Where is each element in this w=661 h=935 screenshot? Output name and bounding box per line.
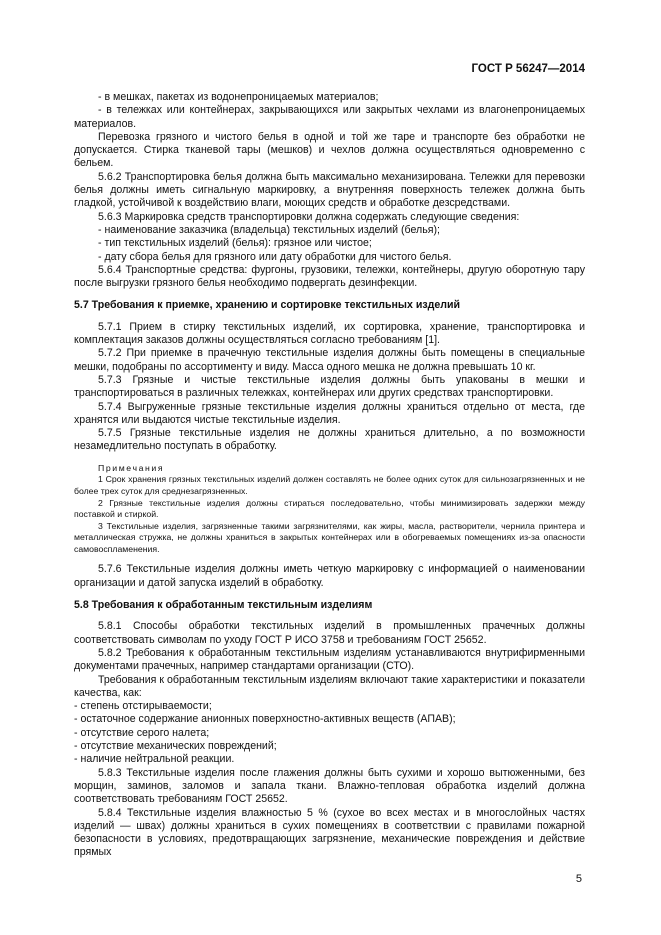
paragraph: 5.6.2 Транспортировка белья должна быть максимально механизирована. Тележки для перевозки белья должны иметь сигнальную маркировку, а внутренняя поверхность тележек должна быть гладкой, устойчивой к воздействию влаги, моющих средств и обработке дезсредствами.	[74, 170, 585, 210]
list-item: - наименование заказчика (владельца) текстильных изделий (белья);	[98, 223, 440, 236]
document-code: ГОСТ Р 56247—2014	[471, 63, 585, 75]
paragraph: 5.8.2 Требования к обработанным текстильным изделиям устанавливаются внутрифирменными документами прачечных, например стандартами организации (СТО).	[74, 646, 585, 673]
notes-title: Примечания	[98, 462, 165, 473]
list-item: - в мешках, пакетах из водонепроницаемых материалов;	[98, 91, 379, 103]
list-item: - отсутствие серого налета;	[74, 726, 210, 739]
note-item: 3 Текстильные изделия, загрязненные такими загрязнителями, как жиры, масла, растворители, чернила принтера и металлическая стружка, не должны храниться в закрытых контейнерах или в обогреваемых помещениях из-за опасности самовоспламенения.	[74, 520, 585, 554]
paragraph: 5.7.4 Выгруженные грязные текстильные изделия должны храниться отдельно от места, где хранятся или выдаются чистые текстильные изделия.	[74, 400, 585, 426]
paragraph: 5.8.1 Способы обработки текстильных изделий в промышленных прачечных должны соответствовать символам по уходу ГОСТ Р ИСО 3758 и требованиям ГОСТ 25652.	[74, 620, 585, 646]
section-heading-5-8: 5.8 Требования к обработанным текстильным изделиям	[74, 599, 373, 612]
page-number: 5	[575, 873, 582, 885]
section-heading-5-7: 5.7 Требования к приемке, хранению и сортировке текстильных изделий	[74, 299, 460, 312]
paragraph: 5.6.3 Маркировка средств транспортировки должна содержать следующие сведения:	[98, 210, 520, 223]
paragraph: Требования к обработанным текстильным изделиям включают такие характеристики и показатели качества, как:	[74, 673, 585, 699]
list-item: - отсутствие механических повреждений;	[74, 740, 277, 753]
page-body	[74, 91, 585, 860]
list-item: - степень отстирываемости;	[74, 700, 212, 713]
list-item: - в тележках или контейнерах, закрывающихся или закрытых чехлами из влагонепроницаемых материалов.	[74, 104, 585, 130]
note-item: 1 Срок хранения грязных текстильных изделий должен составлять не более одних суток для сильнозагрязненных и не более трех суток для среднезагрязненных.	[74, 474, 585, 496]
paragraph: 5.7.1 Прием в стирку текстильных изделий, их сортировка, хранение, транспортировка и комплектация заказов должны осуществляться согласно требованиям [1].	[74, 320, 585, 347]
paragraph: 5.7.2 При приемке в прачечную текстильные изделия должны быть помещены в специальные мешки, подобраны по ассортименту и виду. Масса одного мешка не должна превышать 10 кг.	[74, 347, 585, 373]
paragraph: 5.7.3 Грязные и чистые текстильные изделия должны быть упакованы в мешки и транспортироваться в различных тележках, контейнерах или других средствах транспортировки.	[74, 373, 585, 400]
list-item: - наличие нейтральной реакции.	[74, 753, 235, 766]
list-item: - дату сбора белья для грязного или дату обработки для чистого белья.	[98, 250, 452, 263]
paragraph: Перевозка грязного и чистого белья в одной и той же таре и транспорте без обработки не допускается. Стирка тканевой тары (мешков) и чехлов должна осуществляться одновременно с бельем.	[74, 130, 585, 170]
paragraph: 5.8.4 Текстильные изделия влажностью 5 % (сухое во всех местах и в многослойных частях изделий — швах) должны храниться в сухих помещениях в соответствии с правилами пожарной безопасности в условиях, предотвращающих загрязнение, механические повреждения и действие прямых	[74, 806, 585, 859]
notes-block	[74, 463, 585, 556]
list-item: - остаточное содержание анионных поверхностно-активных веществ (АПАВ);	[74, 713, 456, 726]
paragraph: 5.7.6 Текстильные изделия должны иметь четкую маркировку с информацией о наименовании организации и датой запуска изделий в обработку.	[74, 563, 585, 589]
paragraph: 5.6.4 Транспортные средства: фургоны, грузовики, тележки, контейнеры, другую оборотную тару после выгрузки грязного белья необходимо подвергать дезинфекции.	[74, 263, 585, 290]
list-item: - тип текстильных изделий (белья): грязное или чистое;	[98, 237, 372, 250]
paragraph: 5.7.5 Грязные текстильные изделия не должны храниться длительно, а по возможности незамедлительно поступать в обработку.	[74, 427, 585, 453]
note-item: 2 Грязные текстильные изделия должны стираться последовательно, чтобы минимизировать задержки между поставкой и стиркой.	[74, 497, 585, 520]
paragraph: 5.8.3 Текстильные изделия после глажения должны быть сухими и хорошо вытюженными, без морщин, заминов, заломов и запала ткани. Влажно-тепловая обработка изделий должна соответствовать требованиям ГОСТ 25652.	[74, 766, 585, 806]
